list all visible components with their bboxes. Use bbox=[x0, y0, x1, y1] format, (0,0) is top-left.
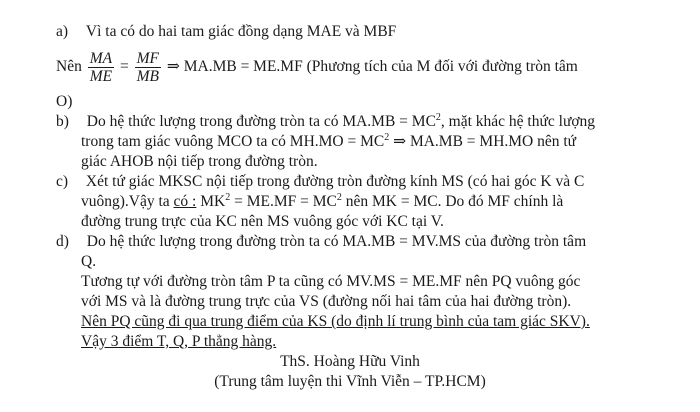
superscript: 2 bbox=[435, 111, 441, 123]
item-d-line4: với MS và là đường trung trực của VS (đường nối hai tâm của hai đường tròn). bbox=[81, 293, 572, 310]
item-c-line1 bbox=[56, 172, 584, 192]
item-d-line3: Tương tự với đường tròn tâm P ta cũng có MV.MS = ME.MF nên PQ vuông góc bbox=[81, 273, 581, 290]
item-a-nen: Nên bbox=[56, 58, 82, 76]
item-c-text2-pre: vuông).Vậy ta bbox=[81, 193, 174, 210]
item-c-text2-underlined: có : bbox=[173, 193, 197, 210]
item-d-line1 bbox=[56, 232, 586, 252]
item-c-text2-mid1: MK bbox=[196, 193, 226, 210]
item-a-line3: O) bbox=[56, 93, 73, 110]
fraction-denominator: MB bbox=[136, 68, 159, 85]
item-b-text2-post: ⇒ MA.MB = MH.MO nên tứ bbox=[389, 133, 577, 150]
item-d-text1: Do hệ thức lượng trong đường tròn ta có MA.MB = MV.MS của đường tròn tâm bbox=[86, 233, 587, 250]
item-a-text2: ⇒ MA.MB = ME.MF (Phương tích của M đối với đường tròn tâm bbox=[166, 58, 578, 76]
fraction-mf-mb bbox=[135, 50, 161, 85]
item-a-text1: Vì ta có do hai tam giác đồng dạng MAE và MBF bbox=[85, 23, 397, 40]
item-c-text2-mid2: = ME.MF = MC bbox=[230, 193, 337, 210]
item-d-line2: Q. bbox=[81, 253, 97, 270]
item-c-text1: Xét tứ giác MKSC nội tiếp trong đường tròn đường kính MS (có hai góc K và C bbox=[85, 173, 585, 190]
fraction-ma-me bbox=[88, 50, 114, 85]
item-d-line5: Nên PQ cũng đi qua trung điểm của KS (do định lí trung bình của tam giác SKV). bbox=[81, 313, 590, 330]
item-c-line3: đường trung trực của KC nên MS vuông góc với KC tại V. bbox=[81, 213, 444, 230]
item-b-text1-post: , mặt khác hệ thức lượng bbox=[440, 113, 596, 130]
superscript: 2 bbox=[336, 191, 342, 203]
item-d-label: d) bbox=[56, 233, 69, 250]
item-a-line1 bbox=[56, 22, 396, 42]
item-c-line2 bbox=[81, 192, 563, 212]
author-affiliation: (Trung tâm luyện thi Vĩnh Viễn – TP.HCM) bbox=[214, 373, 486, 390]
item-b-text1: Do hệ thức lượng trong đường tròn ta có MA.MB = MC bbox=[86, 113, 436, 130]
item-b-line1 bbox=[56, 112, 595, 132]
author-name: ThS. Hoàng Hữu Vinh bbox=[280, 353, 420, 370]
superscript: 2 bbox=[384, 131, 390, 143]
fraction-denominator: ME bbox=[89, 68, 113, 85]
item-b-text2: trong tam giác vuông MCO ta có MH.MO = MC bbox=[81, 133, 385, 150]
item-b-line2 bbox=[81, 132, 576, 152]
item-b-line3: giác AHOB nội tiếp trong đường tròn. bbox=[81, 153, 318, 170]
superscript: 2 bbox=[225, 191, 231, 203]
item-a-label: a) bbox=[56, 23, 69, 40]
item-b-label: b) bbox=[56, 113, 69, 130]
fraction-numerator: MF bbox=[136, 50, 159, 67]
item-c-label: c) bbox=[56, 173, 69, 190]
fraction-numerator: MA bbox=[89, 50, 113, 67]
item-a-line2 bbox=[56, 50, 578, 85]
item-c-text2-post: nên MK = MC. Do đó MF chính là bbox=[341, 193, 564, 210]
item-d-line6: Vậy 3 điểm T, Q, P thẳng hàng. bbox=[81, 333, 277, 350]
equals-sign: = bbox=[119, 58, 129, 76]
